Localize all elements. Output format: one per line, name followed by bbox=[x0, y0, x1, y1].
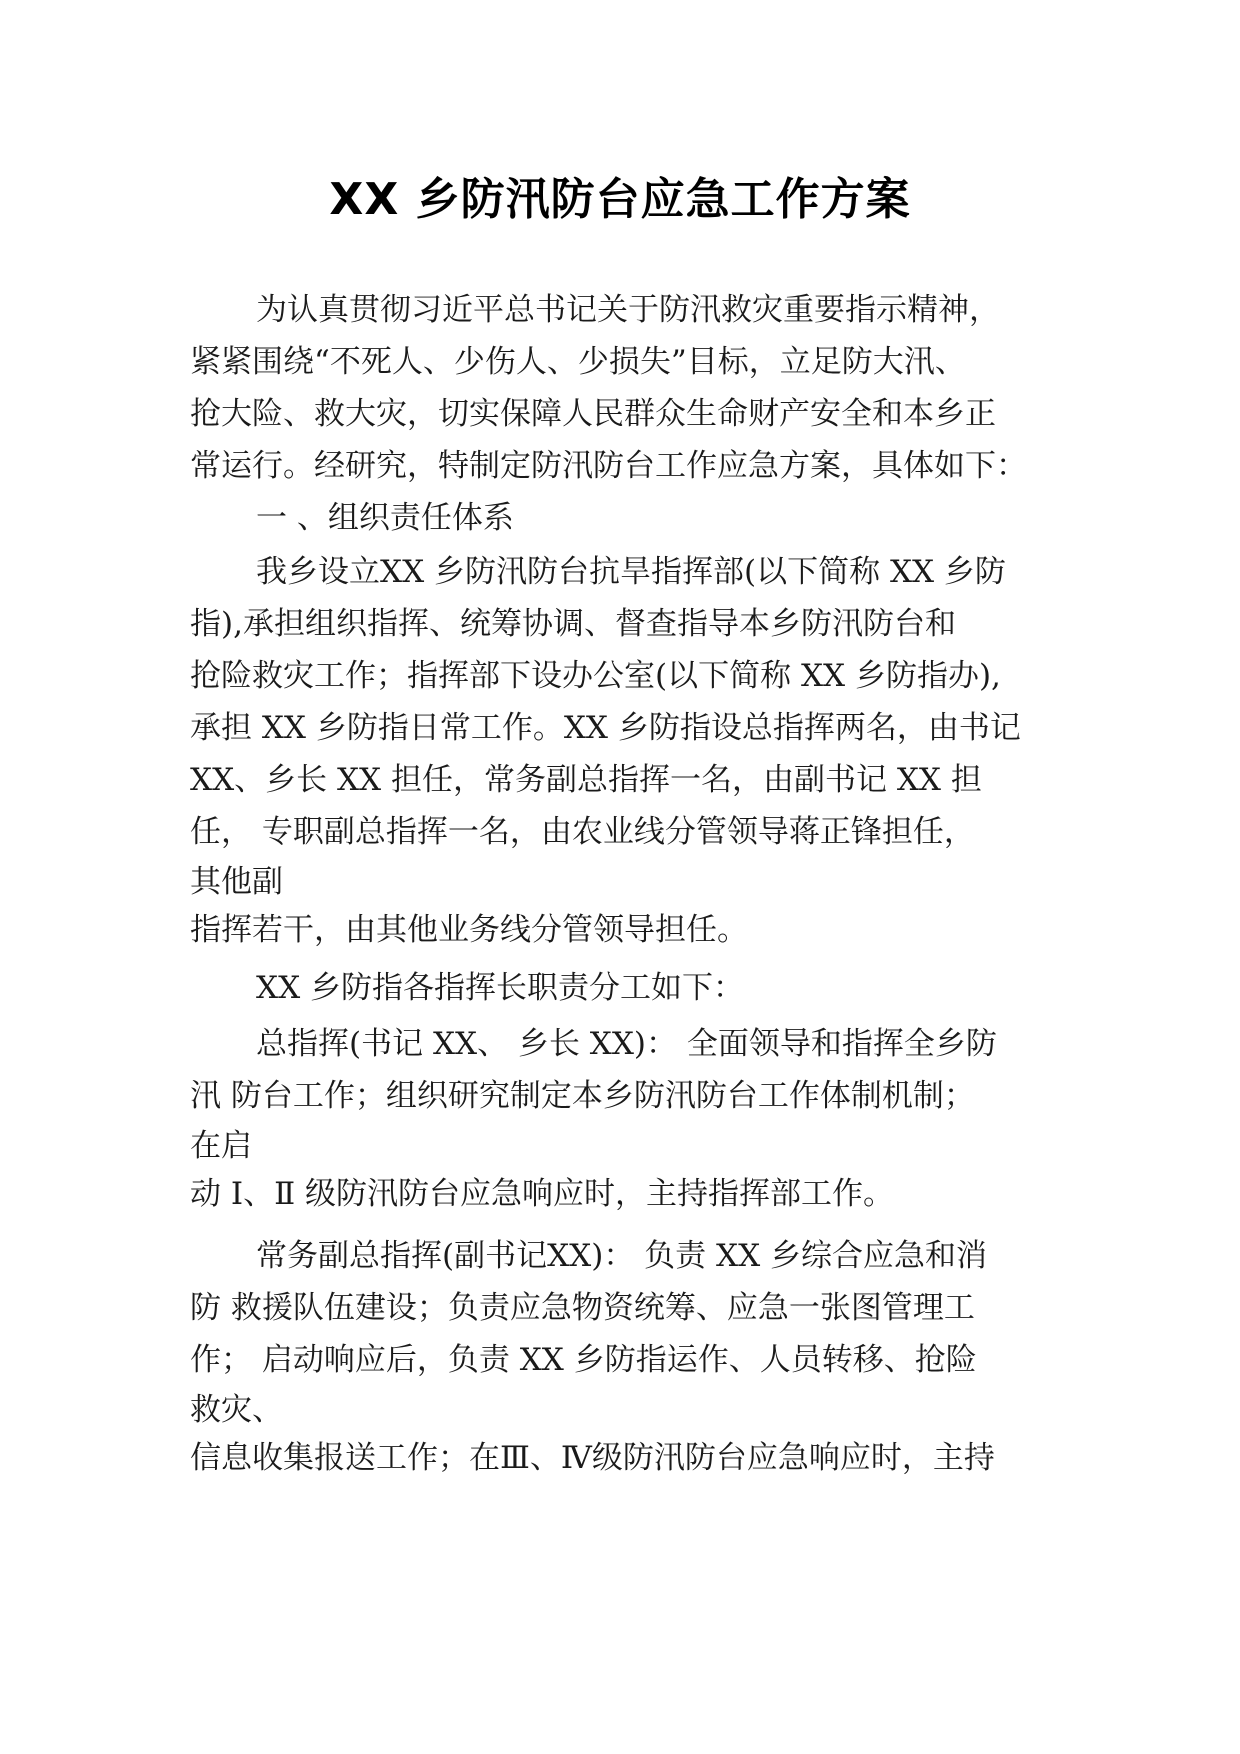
body-line: 救灾、 bbox=[190, 1392, 283, 1428]
section-heading: 一 、组织责任体系 bbox=[256, 500, 514, 536]
document-title: XX 乡防汛防台应急工作方案 bbox=[329, 174, 911, 225]
body-line: 其他副 bbox=[190, 864, 283, 900]
body-line: 指挥若干，由其他业务线分管领导担任。 bbox=[190, 912, 748, 948]
body-line: XX 乡防指各指挥长职责分工如下： bbox=[256, 970, 744, 1006]
body-line: 动 Ⅰ、Ⅱ 级防汛防台应急响应时，主持指挥部工作。 bbox=[190, 1176, 895, 1212]
body-line: 信息收集报送工作；在Ⅲ、Ⅳ级防汛防台应急响应时，主持 bbox=[190, 1440, 995, 1476]
body-line: XX、乡长 XX 担任，常务副总指挥一名，由副书记 XX 担 bbox=[190, 762, 982, 798]
body-line: 防 救援队伍建设；负责应急物资统筹、应急一张图管理工 bbox=[190, 1290, 975, 1326]
body-line: 抢险救灾工作；指挥部下设办公室(以下简称 XX 乡防指办), bbox=[190, 658, 1001, 694]
body-line: 常务副总指挥(副书记XX)： 负责 XX 乡综合应急和消 bbox=[256, 1238, 988, 1274]
body-line: 汛 防台工作；组织研究制定本乡防汛防台工作体制机制； bbox=[190, 1078, 975, 1114]
body-line: 为认真贯彻习近平总书记关于防汛救灾重要指示精神， bbox=[256, 292, 1000, 328]
body-line: 常运行。经研究，特制定防汛防台工作应急方案，具体如下： bbox=[190, 448, 1027, 484]
body-line: 抢大险、救大灾，切实保障人民群众生命财产安全和本乡正 bbox=[190, 396, 996, 432]
body-line: 总指挥(书记 XX、 乡长 XX)： 全面领导和指挥全乡防 bbox=[256, 1026, 997, 1062]
body-line: 指),承担组织指挥、统筹协调、督查指导本乡防汛防台和 bbox=[190, 606, 956, 642]
body-line: 在启 bbox=[190, 1128, 252, 1164]
body-line: 紧紧围绕“不死人、少伤人、少损失”目标，立足防大汛、 bbox=[190, 344, 966, 380]
body-line: 任， 专职副总指挥一名，由农业线分管领导蒋正锋担任， bbox=[190, 814, 975, 850]
body-line: 我乡设立XX 乡防汛防台抗旱指挥部(以下简称 XX 乡防 bbox=[256, 554, 1006, 590]
body-line: 作； 启动响应后，负责 XX 乡防指运作、人员转移、抢险 bbox=[190, 1342, 977, 1378]
body-line: 承担 XX 乡防指日常工作。XX 乡防指设总指挥两名，由书记 bbox=[190, 710, 1021, 746]
